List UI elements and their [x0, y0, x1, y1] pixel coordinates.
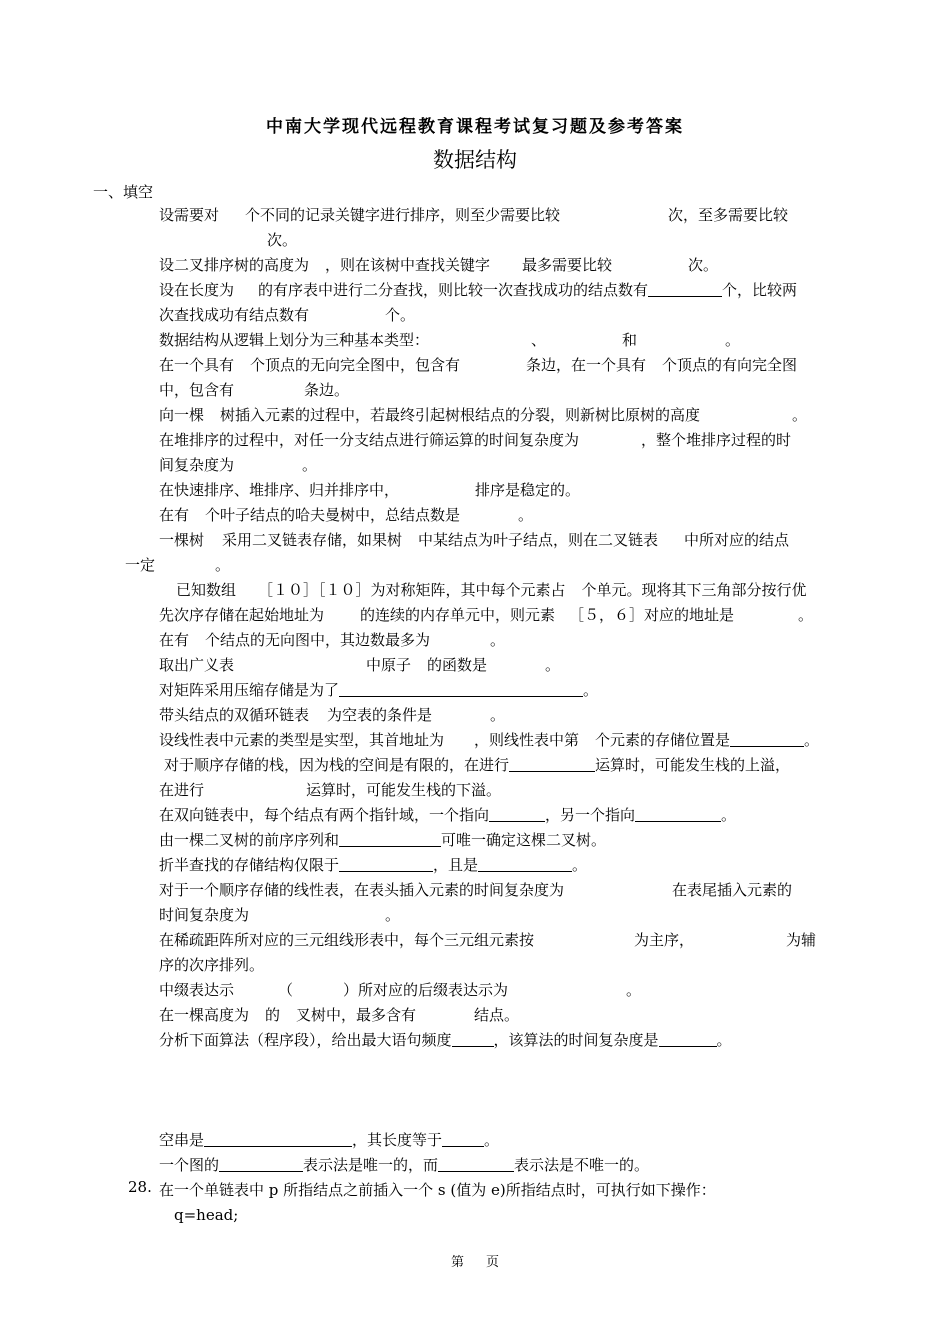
- question-6: 向一棵 树插入元素的过程中，若最终引起树根结点的分裂，则新树比原树的高度 。: [159, 406, 808, 424]
- question-11-line-1: 已知数组 ［１０］［１０］为对称矩阵，其中每个元素占 个单元。现将其下三角部分按行优: [176, 581, 807, 599]
- question-1-line-2: 次。: [267, 231, 298, 249]
- question-21-line-1: 对于一个顺序存储的线性表，在表头插入元素的时间复杂度为 在表尾插入元素的: [159, 881, 793, 899]
- question-24: 在一棵高度为 的 叉树中，最多含有 结点。: [159, 1006, 520, 1024]
- question-7-line-2: 间复杂度为 。: [159, 456, 318, 474]
- question-4: 数据结构从逻辑上划分为三种基本类型： 、 和 。: [159, 331, 741, 349]
- question-17-line-1: 对于顺序存储的栈，因为栈的空间是有限的，在进行 运算时，可能发生栈的上溢，: [164, 756, 791, 774]
- question-21-line-2: 时间复杂度为 。: [159, 906, 401, 924]
- question-15: 带头结点的双循环链表 为空表的条件是 。: [159, 706, 506, 724]
- question-5-line-2: 中，包含有 条边。: [159, 381, 350, 399]
- answer-blank[interactable]: [478, 856, 572, 872]
- question-17-line-2: 在进行 运算时，可能发生栈的下溢。: [159, 781, 502, 799]
- answer-blank[interactable]: [730, 731, 804, 747]
- page-footer: 第 页: [450, 1255, 500, 1270]
- question-27: 一个图的 表示法是唯一的，而 表示法是不唯一的。: [159, 1156, 650, 1174]
- question-5-line-1: 在一个具有 个顶点的无向完全图中，包含有 条边，在一个具有 个顶点的有向完全图: [159, 356, 798, 374]
- question-12: 在有 个结点的无向图中，其边数最多为 。: [159, 631, 506, 649]
- question-8: 在快速排序、堆排序、归并排序中， 排序是稳定的。: [159, 481, 581, 499]
- answer-blank[interactable]: [659, 1031, 717, 1047]
- question-22-line-2: 序的次序排列。: [159, 956, 265, 974]
- question-11-line-2: 先次序存储在起始地址为 的连续的内存单元中，则元素 ［５，６］对应的地址是 。: [159, 606, 814, 624]
- answer-blank[interactable]: [204, 1131, 352, 1147]
- question-13: 取出广义表 中原子 的函数是 。: [159, 656, 561, 674]
- section-heading: 一、填空: [93, 183, 154, 201]
- question-16: 设线性表中元素的类型是实型，其首地址为 ，则线性表中第 个元素的存储位置是 。: [159, 731, 820, 749]
- question-18: 在双向链表中，每个结点有两个指针域，一个指向 ，另一个指向 。: [159, 806, 737, 824]
- question-3-line-2: 次查找成功有结点数有 个。: [159, 306, 416, 324]
- question-22-line-1: 在稀疏距阵所对应的三元组线形表中，每个三元组元素按 为主序， 为辅: [159, 931, 817, 949]
- question-10-line-1: 一棵树 采用二叉链表存储，如果树 中某结点为叶子结点，则在二叉链表 中所对应的结点: [159, 531, 790, 549]
- question-23: 中缀表达示 （ ）所对应的后缀表达示为 。: [159, 981, 642, 999]
- question-19: 由一棵二叉树的前序序列和 可唯一确定这棵二叉树。: [159, 831, 607, 849]
- question-26: 空串是 ，其长度等于 。: [159, 1131, 500, 1149]
- answer-blank[interactable]: [635, 806, 721, 822]
- question-14: 对矩阵采用压缩存储是为了 。: [159, 681, 599, 699]
- answer-blank[interactable]: [438, 1156, 514, 1172]
- answer-blank[interactable]: [442, 1131, 484, 1147]
- question-2: 设二叉排序树的高度为 ，则在该树中查找关键字 最多需要比较 次。: [159, 256, 719, 274]
- answer-blank[interactable]: [219, 1156, 303, 1172]
- question-3-line-1: 设在长度为 的有序表中进行二分查找，则比较一次查找成功的结点数有 个，比较两: [159, 281, 798, 299]
- code-line: q=head;: [174, 1206, 239, 1224]
- question-20: 折半查找的存储结构仅限于 ，且是 。: [159, 856, 588, 874]
- question-9: 在有 个叶子结点的哈夫曼树中，总结点数是 。: [159, 506, 534, 524]
- answer-blank[interactable]: [339, 831, 441, 847]
- question-28-number: 28.: [128, 1178, 152, 1196]
- answer-blank[interactable]: [509, 756, 595, 772]
- answer-blank[interactable]: [452, 1031, 494, 1047]
- answer-blank[interactable]: [339, 856, 433, 872]
- question-1-line-1: 设需要对 个不同的记录关键字进行排序，则至少需要比较 次，至多需要比较: [159, 206, 789, 224]
- question-10-line-2: 一定 。: [125, 556, 231, 574]
- question-25: 分析下面算法（程序段），给出最大语句频度 ，该算法的时间复杂度是 。: [159, 1031, 732, 1049]
- doc-subtitle: 数据结构: [433, 148, 517, 172]
- question-7-line-1: 在堆排序的过程中，对任一分支结点进行筛运算的时间复杂度为 ，整个堆排序过程的时: [159, 431, 792, 449]
- question-28: 在一个单链表中 p 所指结点之前插入一个 s (值为 e)所指结点时，可执行如下操作：: [159, 1181, 716, 1199]
- answer-blank[interactable]: [339, 681, 583, 697]
- doc-title: 中南大学现代远程教育课程考试复习题及参考答案: [266, 117, 684, 137]
- answer-blank[interactable]: [648, 281, 722, 297]
- answer-blank[interactable]: [489, 806, 545, 822]
